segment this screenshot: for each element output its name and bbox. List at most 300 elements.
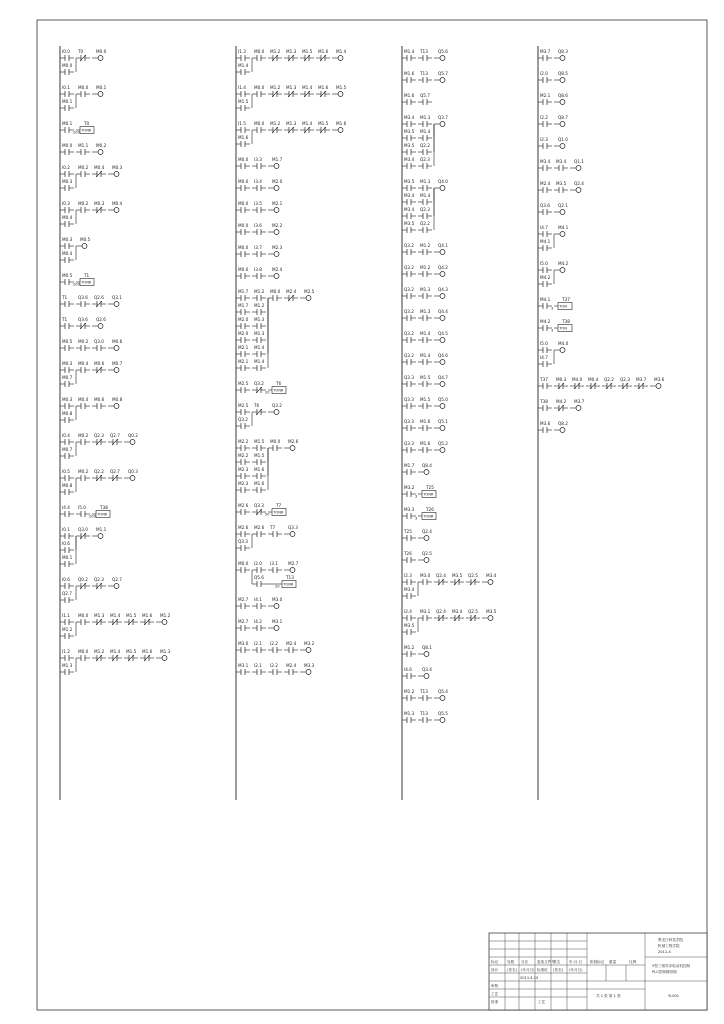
timer-name: T0 bbox=[84, 121, 90, 126]
coil-symbol bbox=[576, 406, 581, 411]
contact-label: M3.3 bbox=[404, 507, 415, 512]
contact-label: M0.4 bbox=[588, 377, 599, 382]
ladder-column-4 bbox=[538, 46, 665, 800]
ladder-rung bbox=[402, 375, 448, 387]
coil-symbol bbox=[440, 338, 445, 343]
ladder-column-3 bbox=[402, 46, 497, 800]
contact-label: Q2.7 bbox=[110, 469, 120, 474]
timer-name: T37 bbox=[562, 297, 570, 302]
ladder-diagram bbox=[60, 46, 665, 800]
ladder-rung bbox=[60, 317, 106, 329]
ladder-rung bbox=[236, 267, 283, 279]
timer-preset: 3 bbox=[551, 306, 554, 311]
timer-name: T26 bbox=[426, 507, 434, 512]
contact-label: M3.2 bbox=[404, 485, 415, 490]
contact-label: M0.2 bbox=[78, 433, 89, 438]
contact-label: M3.5 bbox=[404, 143, 415, 148]
contact-label: M2.5 bbox=[238, 381, 249, 386]
coil-symbol bbox=[424, 674, 429, 679]
contact-label: Q3.0 bbox=[94, 339, 104, 344]
ladder-rung bbox=[402, 441, 448, 453]
ladder-rung bbox=[60, 613, 171, 639]
coil-label: Q3.1 bbox=[112, 295, 122, 300]
contact-label: M1.3 bbox=[286, 121, 297, 126]
timer-name: T1 bbox=[84, 273, 90, 278]
ladder-column-2 bbox=[236, 46, 347, 800]
title-row2-label: (签名) bbox=[507, 968, 517, 972]
contact-label: M1.4 bbox=[404, 49, 415, 54]
coil-symbol bbox=[290, 532, 295, 537]
ladder-rung bbox=[236, 223, 283, 235]
coil-label: Q4.5 bbox=[438, 331, 448, 336]
coil-symbol bbox=[98, 324, 103, 329]
contact-label: I0.1 bbox=[62, 85, 70, 90]
contact-label: I3.4 bbox=[254, 179, 262, 184]
contact-label: M0.0 bbox=[254, 85, 265, 90]
coil-symbol bbox=[338, 56, 343, 61]
contact-label: M0.2 bbox=[78, 469, 89, 474]
contact-label: M1.6 bbox=[254, 481, 265, 486]
coil-symbol bbox=[114, 368, 119, 373]
ladder-rung bbox=[402, 573, 497, 599]
contact-label: M1.6 bbox=[404, 93, 415, 98]
ladder-rung bbox=[538, 203, 568, 215]
ladder-rung bbox=[402, 689, 448, 701]
title-left-label: 批准 bbox=[491, 1000, 499, 1004]
coil-label: Q5.0 bbox=[438, 397, 448, 402]
title-left-label: 审核 bbox=[491, 984, 499, 988]
contact-label: M4.1 bbox=[540, 239, 551, 244]
contact-label: M0.0 bbox=[238, 201, 249, 206]
contact-label: M3.4 bbox=[452, 609, 463, 614]
contact-label: T1 bbox=[62, 295, 68, 300]
title-header-line: 黑龙江科技学院 bbox=[658, 938, 684, 942]
coil-label: Q8.2 bbox=[558, 421, 568, 426]
coil-symbol bbox=[560, 100, 565, 105]
title-left-label: 工艺 bbox=[538, 1000, 546, 1004]
contact-label: I0.5 bbox=[62, 469, 70, 474]
contact-label: M1.4 bbox=[110, 649, 121, 654]
contact-label: M1.4 bbox=[254, 359, 265, 364]
title-row-label: 标记 bbox=[491, 960, 499, 964]
ladder-rung bbox=[402, 309, 448, 321]
ladder-rung bbox=[236, 597, 283, 609]
coil-symbol bbox=[440, 272, 445, 277]
contact-label: M0.3 bbox=[62, 179, 73, 184]
contact-label: M2.1 bbox=[238, 345, 249, 350]
coil-symbol bbox=[440, 696, 445, 701]
coil-label: Q8.6 bbox=[558, 93, 568, 98]
contact-label: M3.5 bbox=[404, 129, 415, 134]
contact-label: M3.4 bbox=[404, 207, 415, 212]
contact-label: Q5.7 bbox=[420, 93, 430, 98]
timer-type: TON bbox=[559, 326, 567, 331]
contact-label: M1.2 bbox=[270, 85, 281, 90]
contact-label: M1.3 bbox=[62, 663, 73, 668]
ladder-rung bbox=[402, 551, 432, 563]
contact-label: M1.4 bbox=[238, 63, 249, 68]
contact-label: M1.6 bbox=[238, 135, 249, 140]
coil-label: M4.2 bbox=[558, 261, 569, 266]
contact-label: Q3.2 bbox=[404, 287, 414, 292]
coil-symbol bbox=[440, 448, 445, 453]
coil-label: M2.2 bbox=[272, 223, 283, 228]
contact-label: T1 bbox=[62, 317, 68, 322]
contact-label: M1.4 bbox=[302, 85, 313, 90]
coil-label: Q2.7 bbox=[112, 577, 122, 582]
coil-label: Q1.1 bbox=[574, 159, 584, 164]
coil-symbol bbox=[560, 210, 565, 215]
contact-label: T38 bbox=[540, 399, 548, 404]
title-left-label: 工艺 bbox=[491, 992, 499, 996]
contact-label: Q3.3 bbox=[238, 539, 248, 544]
contact-label: M2.4 bbox=[286, 641, 297, 646]
contact-label: M3.0 bbox=[420, 573, 431, 578]
contact-label: M0.3 bbox=[556, 377, 567, 382]
title-stage-label: 比例 bbox=[629, 960, 637, 964]
contact-label: M3.4 bbox=[556, 159, 567, 164]
contact-label: T13 bbox=[420, 689, 428, 694]
contact-label: M1.3 bbox=[420, 287, 431, 292]
contact-label: Q3.2 bbox=[404, 265, 414, 270]
coil-symbol bbox=[130, 476, 135, 481]
contact-label: M0.5 bbox=[62, 339, 73, 344]
coil-symbol bbox=[488, 616, 493, 621]
coil-symbol bbox=[114, 404, 119, 409]
ladder-rung bbox=[402, 711, 448, 723]
ladder-rung bbox=[538, 319, 572, 333]
contact-label: M4.2 bbox=[540, 275, 551, 280]
title-header-line: 机械工程学院 bbox=[658, 944, 680, 948]
contact-label: M1.6 bbox=[404, 71, 415, 76]
coil-label: M2.5 bbox=[304, 289, 315, 294]
contact-label: M1.6 bbox=[142, 613, 153, 618]
ladder-rung bbox=[60, 201, 123, 227]
ladder-rung bbox=[236, 525, 298, 551]
contact-label: M2.2 bbox=[238, 439, 249, 444]
contact-label: M1.7 bbox=[238, 289, 249, 294]
coil-label: M0.0 bbox=[96, 49, 107, 54]
timer-preset: 200 bbox=[73, 130, 80, 135]
contact-label: I0.3 bbox=[62, 201, 70, 206]
contact-label: M1.4 bbox=[302, 121, 313, 126]
ladder-rung bbox=[538, 181, 584, 193]
coil-label: Q8.1 bbox=[422, 645, 432, 650]
coil-label: Q2.4 bbox=[574, 181, 584, 186]
coil-label: Q5.2 bbox=[438, 441, 448, 446]
contact-label: I4.7 bbox=[540, 225, 548, 230]
contact-label: M2.1 bbox=[540, 93, 551, 98]
ladder-rung bbox=[402, 419, 448, 431]
contact-label: Q3.3 bbox=[404, 397, 414, 402]
ladder-rung bbox=[236, 619, 283, 631]
coil-symbol bbox=[440, 382, 445, 387]
coil-label: Q2.5 bbox=[422, 551, 432, 556]
contact-label: M1.5 bbox=[254, 439, 265, 444]
contact-label: I2.4 bbox=[404, 609, 412, 614]
coil-symbol bbox=[98, 92, 103, 97]
contact-label: Q2.2 bbox=[420, 221, 430, 226]
contact-label: M0.1 bbox=[62, 555, 73, 560]
coil-label: Q4.1 bbox=[438, 243, 448, 248]
coil-symbol bbox=[440, 360, 445, 365]
contact-label: M0.4 bbox=[94, 165, 105, 170]
coil-label: Q0.2 bbox=[128, 433, 138, 438]
coil-label: M0.1 bbox=[96, 85, 107, 90]
ladder-rung bbox=[60, 49, 107, 75]
contact-label: Q3.3 bbox=[404, 441, 414, 446]
contact-label: I1.5 bbox=[238, 121, 246, 126]
contact-label: M1.6 bbox=[254, 467, 265, 472]
timer-name: T25 bbox=[426, 485, 434, 490]
contact-label: I2.2 bbox=[270, 641, 278, 646]
coil-symbol bbox=[274, 604, 279, 609]
coil-symbol bbox=[560, 268, 565, 273]
contact-label: I2.1 bbox=[254, 641, 262, 646]
contact-label: I5.0 bbox=[540, 341, 548, 346]
ladder-rung bbox=[538, 159, 584, 171]
coil-label: Q1.0 bbox=[558, 137, 568, 142]
ladder-rung bbox=[538, 225, 569, 251]
contact-label: M1.2 bbox=[254, 289, 265, 294]
contact-label: I2.0 bbox=[254, 561, 262, 566]
coil-label: Q4.4 bbox=[438, 309, 448, 314]
ladder-rung bbox=[538, 93, 568, 105]
coil-label: Q3.7 bbox=[438, 115, 448, 120]
contact-label: M0.0 bbox=[270, 439, 281, 444]
contact-label: M3.4 bbox=[404, 157, 415, 162]
ladder-rung bbox=[538, 49, 568, 61]
contact-label: M0.0 bbox=[238, 223, 249, 228]
contact-label: M0.0 bbox=[254, 49, 265, 54]
contact-label: M3.5 bbox=[452, 573, 463, 578]
contact-label: I3.8 bbox=[254, 267, 262, 272]
contact-label: M4.1 bbox=[540, 297, 551, 302]
timer-type: TONR bbox=[81, 128, 92, 133]
coil-label: Q0.3 bbox=[128, 469, 138, 474]
contact-label: M0.2 bbox=[78, 201, 89, 206]
contact-label: M0.4 bbox=[78, 361, 89, 366]
contact-label: M3.5 bbox=[404, 179, 415, 184]
contact-label: M1.3 bbox=[420, 309, 431, 314]
contact-label: M2.7 bbox=[238, 597, 249, 602]
contact-label: I0.6 bbox=[62, 577, 70, 582]
coil-label: M2.1 bbox=[272, 201, 283, 206]
coil-label: Q5.4 bbox=[438, 689, 448, 694]
contact-label: Q2.2 bbox=[604, 377, 614, 382]
ladder-rung bbox=[60, 339, 123, 351]
contact-label: M0.0 bbox=[270, 289, 281, 294]
coil-symbol bbox=[274, 626, 279, 631]
contact-label: Q0.2 bbox=[78, 577, 88, 582]
ladder-rung bbox=[538, 377, 665, 389]
contact-label: M3.0 bbox=[238, 641, 249, 646]
timer-preset: 3 bbox=[415, 494, 418, 499]
coil-symbol bbox=[114, 208, 119, 213]
ladder-column-1 bbox=[60, 46, 171, 800]
ladder-rung bbox=[402, 287, 448, 299]
contact-label: Q3.3 bbox=[404, 419, 414, 424]
ladder-rung bbox=[60, 649, 171, 675]
coil-label: Q8.5 bbox=[558, 71, 568, 76]
contact-label: M0.3 bbox=[62, 397, 73, 402]
contact-label: M0.7 bbox=[62, 447, 73, 452]
coil-symbol bbox=[440, 718, 445, 723]
coil-label: M3.1 bbox=[272, 619, 283, 624]
timer-preset: 3 bbox=[415, 516, 418, 521]
coil-label: Q8.4 bbox=[422, 463, 432, 468]
contact-label: M0.8 bbox=[62, 411, 73, 416]
contact-label: Q2.4 bbox=[436, 609, 446, 614]
contact-label: I4.7 bbox=[540, 355, 548, 360]
title-row-label: 签名 bbox=[553, 960, 561, 964]
ladder-rung bbox=[402, 49, 448, 61]
contact-label: Q2.6 bbox=[94, 295, 104, 300]
contact-label: Q2.7 bbox=[62, 591, 72, 596]
ladder-rung bbox=[60, 577, 122, 603]
timer-type: TONR bbox=[81, 280, 92, 285]
drawing-code: YL001 bbox=[668, 994, 680, 998]
ladder-rung bbox=[402, 529, 432, 541]
coil-label: Q5.5 bbox=[438, 711, 448, 716]
coil-symbol bbox=[114, 584, 119, 589]
coil-label: M3.4 bbox=[486, 573, 497, 578]
ladder-rung bbox=[402, 179, 448, 233]
timer-name: T38 bbox=[100, 505, 108, 510]
ladder-rung bbox=[402, 485, 436, 499]
contact-label: I1.4 bbox=[238, 85, 246, 90]
coil-label: M0.5 bbox=[80, 237, 91, 242]
coil-label: M1.6 bbox=[336, 121, 347, 126]
ladder-rung bbox=[236, 381, 286, 395]
coil-label: Q5.7 bbox=[438, 71, 448, 76]
contact-label: Q3.2 bbox=[404, 331, 414, 336]
sheet-border bbox=[37, 20, 707, 1010]
contact-label: Q3.2 bbox=[404, 309, 414, 314]
contact-label: Q2.3 bbox=[420, 207, 430, 212]
contact-label: M3.1 bbox=[420, 609, 431, 614]
coil-symbol bbox=[338, 92, 343, 97]
contact-label: M0.2 bbox=[78, 339, 89, 344]
coil-symbol bbox=[162, 620, 167, 625]
contact-label: M0.0 bbox=[238, 157, 249, 162]
ladder-rung bbox=[236, 157, 283, 169]
contact-label: M3.7 bbox=[540, 49, 551, 54]
coil-symbol bbox=[440, 122, 445, 127]
contact-label: Q5.6 bbox=[254, 575, 264, 580]
coil-label: Q4.7 bbox=[438, 375, 448, 380]
timer-type: TONR bbox=[273, 388, 284, 393]
coil-label: M4.0 bbox=[558, 341, 569, 346]
contact-label: I3.3 bbox=[254, 157, 262, 162]
contact-label: M0.4 bbox=[62, 215, 73, 220]
ladder-rung bbox=[60, 143, 107, 155]
contact-label: I4.4 bbox=[62, 505, 70, 510]
contact-label: M2.5 bbox=[238, 403, 249, 408]
coil-symbol bbox=[274, 252, 279, 257]
contact-label: M1.6 bbox=[142, 649, 153, 654]
ladder-rung bbox=[60, 527, 107, 567]
drawing-name-line: Y型三相异步电动机控制 bbox=[652, 964, 691, 968]
coil-symbol bbox=[560, 56, 565, 61]
contact-label: M1.2 bbox=[254, 303, 265, 308]
contact-label: M3.1 bbox=[238, 663, 249, 668]
title-row-label: 更改文件号 bbox=[537, 960, 555, 964]
contact-label: M3.4 bbox=[404, 115, 415, 120]
contact-label: Q2.7 bbox=[110, 433, 120, 438]
coil-label: M1.7 bbox=[272, 157, 283, 162]
contact-label: M0.0 bbox=[238, 561, 249, 566]
contact-label: I0.0 bbox=[62, 49, 70, 54]
ladder-rung bbox=[236, 503, 286, 517]
contact-label: T13 bbox=[420, 71, 428, 76]
coil-symbol bbox=[98, 534, 103, 539]
title-row2-label: (年月日) bbox=[521, 968, 535, 972]
contact-label: M1.5 bbox=[302, 49, 313, 54]
contact-label: Q2.4 bbox=[436, 573, 446, 578]
coil-label: M2.3 bbox=[272, 245, 283, 250]
contact-label: M1.2 bbox=[270, 49, 281, 54]
title-row-label: 处数 bbox=[507, 960, 515, 964]
contact-label: T26 bbox=[404, 551, 412, 556]
contact-label: M2.6 bbox=[254, 525, 265, 530]
coil-symbol bbox=[440, 186, 445, 191]
contact-label: M0.8 bbox=[62, 483, 73, 488]
coil-label: Q4.0 bbox=[438, 179, 448, 184]
timer-preset: 50 bbox=[265, 512, 270, 517]
coil-symbol bbox=[306, 670, 311, 675]
contact-label: M0.0 bbox=[238, 267, 249, 272]
contact-label: I1.1 bbox=[62, 613, 70, 618]
coil-symbol bbox=[656, 384, 661, 389]
contact-label: M3.5 bbox=[556, 181, 567, 186]
contact-label: Q2.3 bbox=[420, 157, 430, 162]
ladder-rung bbox=[402, 243, 448, 255]
contact-label: M0.0 bbox=[78, 649, 89, 654]
contact-label: M0.0 bbox=[62, 143, 73, 148]
contact-label: M1.2 bbox=[420, 265, 431, 270]
contact-label: T25 bbox=[404, 529, 412, 534]
coil-label: M2.0 bbox=[272, 179, 283, 184]
timer-type: TONR bbox=[283, 582, 294, 587]
title-row2-label: 设计 bbox=[491, 968, 499, 972]
contact-label: M1.3 bbox=[254, 331, 265, 336]
coil-label: M0.8 bbox=[112, 397, 123, 402]
coil-symbol bbox=[130, 440, 135, 445]
coil-label: M3.5 bbox=[486, 609, 497, 614]
contact-label: M2.4 bbox=[540, 181, 551, 186]
contact-label: M1.2 bbox=[420, 243, 431, 248]
coil-symbol bbox=[162, 656, 167, 661]
contact-label: M2.7 bbox=[238, 619, 249, 624]
coil-label: M2.6 bbox=[288, 439, 299, 444]
coil-symbol bbox=[560, 144, 565, 149]
title-row2-label: (签名) bbox=[553, 968, 563, 972]
contact-label: M3.4 bbox=[404, 587, 415, 592]
contact-label: Q3.2 bbox=[254, 381, 264, 386]
coil-label: Q8.3 bbox=[558, 49, 568, 54]
contact-label: I2.0 bbox=[540, 71, 548, 76]
contact-label: M1.5 bbox=[254, 453, 265, 458]
contact-label: M1.6 bbox=[420, 441, 431, 446]
timer-name: T13 bbox=[286, 575, 294, 580]
timer-type: TONR bbox=[423, 514, 434, 519]
contact-label: I0.4 bbox=[62, 433, 70, 438]
contact-label: Q3.2 bbox=[404, 353, 414, 358]
contact-label: M0.0 bbox=[254, 121, 265, 126]
coil-label: Q4.2 bbox=[438, 265, 448, 270]
ladder-rung bbox=[236, 201, 283, 213]
